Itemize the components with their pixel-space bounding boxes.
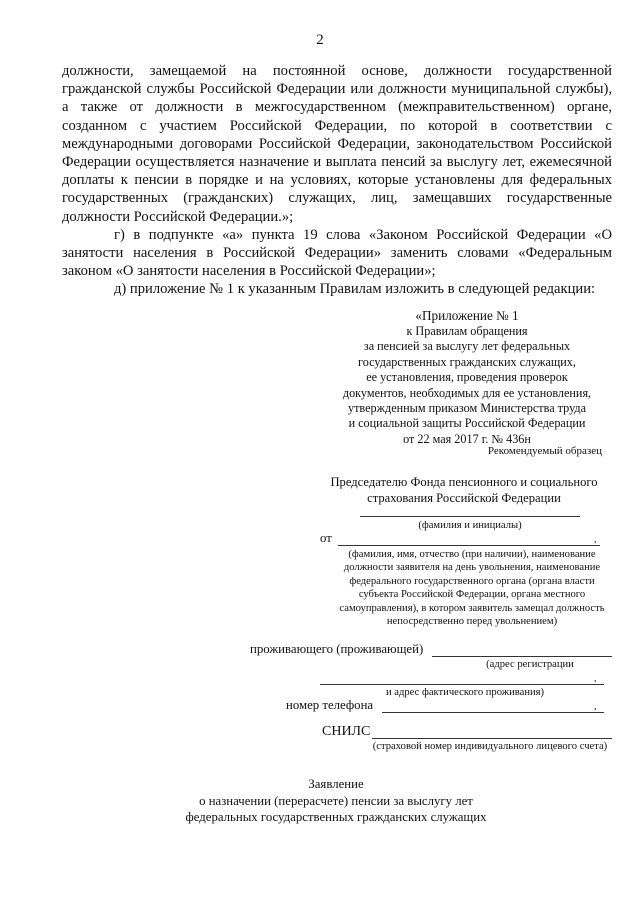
snils-line[interactable]: [372, 738, 612, 739]
appendix-title: «Приложение № 1: [415, 308, 519, 323]
phone-comma: ,: [594, 701, 597, 712]
appendix-line: к Правилам обращения: [406, 324, 528, 338]
appendix-line: и социальной защиты Российской Федерации: [348, 416, 586, 431]
appendix-line: утвержденным приказом Министерства труда: [347, 401, 587, 416]
snils-hint: (страховой номер индивидуального лицевого счета): [372, 741, 608, 752]
actual-comma: ,: [594, 673, 597, 684]
actual-address-line[interactable]: [320, 684, 604, 685]
snils-label: СНИЛС: [322, 724, 371, 739]
residing-label: проживающего (проживающей): [250, 642, 424, 656]
phone-label: номер телефона: [286, 698, 374, 712]
statement-line: о назначении (перерасчете) пенсии за выслугу лет: [199, 793, 473, 808]
paragraph-g: г) в подпункте «а» пункта 19 слова «Законом Российской Федерации «О занятости населения в Российской Федерации» заменить словами «Федеральным законом «О занятости населения в Российской Федерации»;: [62, 226, 612, 280]
body-text: [62, 62, 612, 299]
paragraph-d: д) приложение № 1 к указанным Правилам изложить в следующей редакции:: [114, 281, 596, 298]
registration-hint: (адрес регистрации: [486, 659, 574, 670]
from-comma: ,: [594, 534, 597, 545]
recommended-sample: Рекомендуемый образец: [487, 445, 602, 457]
phone-line[interactable]: [382, 712, 604, 713]
appendix-line: государственных гражданских служащих,: [358, 354, 576, 369]
appendix-line: за пенсией за выслугу лет федеральных: [363, 339, 571, 354]
actual-address-hint: и адрес фактического проживания): [385, 687, 545, 698]
appendix-line: ее установления, проведения проверок: [366, 370, 568, 385]
addressee: Председателю Фонда пенсионного и социального страхования Российской Федерации: [330, 475, 598, 505]
registration-line[interactable]: [432, 656, 612, 657]
page-number: 2: [316, 32, 324, 48]
fio-line[interactable]: [360, 516, 580, 517]
from-hint: (фамилия, имя, отчество (при наличии), наименование должности заявителя на день увольнения, наименование федерального государственного органа (органа власти субъекта Российской Федерации, органа местного самоуправления), в котором заявитель замещал должность непосредственно перед увольнением): [339, 549, 605, 628]
appendix-block: [330, 308, 604, 447]
appendix-line: документов, необходимых для ее установления,: [342, 385, 592, 400]
from-label: от: [320, 531, 332, 545]
statement-line: федеральных государственных гражданских служащих: [185, 810, 487, 824]
statement-title: Заявление: [308, 777, 364, 791]
paragraph-continuation: должности, замещаемой на постоянной основе, должности государственной гражданской службы Российской Федерации или должности муниципальной службы), а также от должности в межгосударственном (межправительственном) органе, созданном с участием Российской Федерации, по которой в соответствии с международными договорами Российской Федерации, законодательством Российской Федерации осуществляется назначение и выплата пенсий за выслугу лет, ежемесячной доплаты к пенсии в порядке и на условиях, которые установлены для федеральных государственных (гражданских) служащих, лиц, замещавших государственные должности Российской Федерации.»;: [62, 63, 612, 225]
from-line[interactable]: [338, 545, 600, 546]
fio-hint: (фамилия и инициалы): [418, 520, 522, 531]
appendix-line: от 22 мая 2017 г. № 436н: [403, 431, 531, 446]
statement-block: [0, 776, 640, 826]
